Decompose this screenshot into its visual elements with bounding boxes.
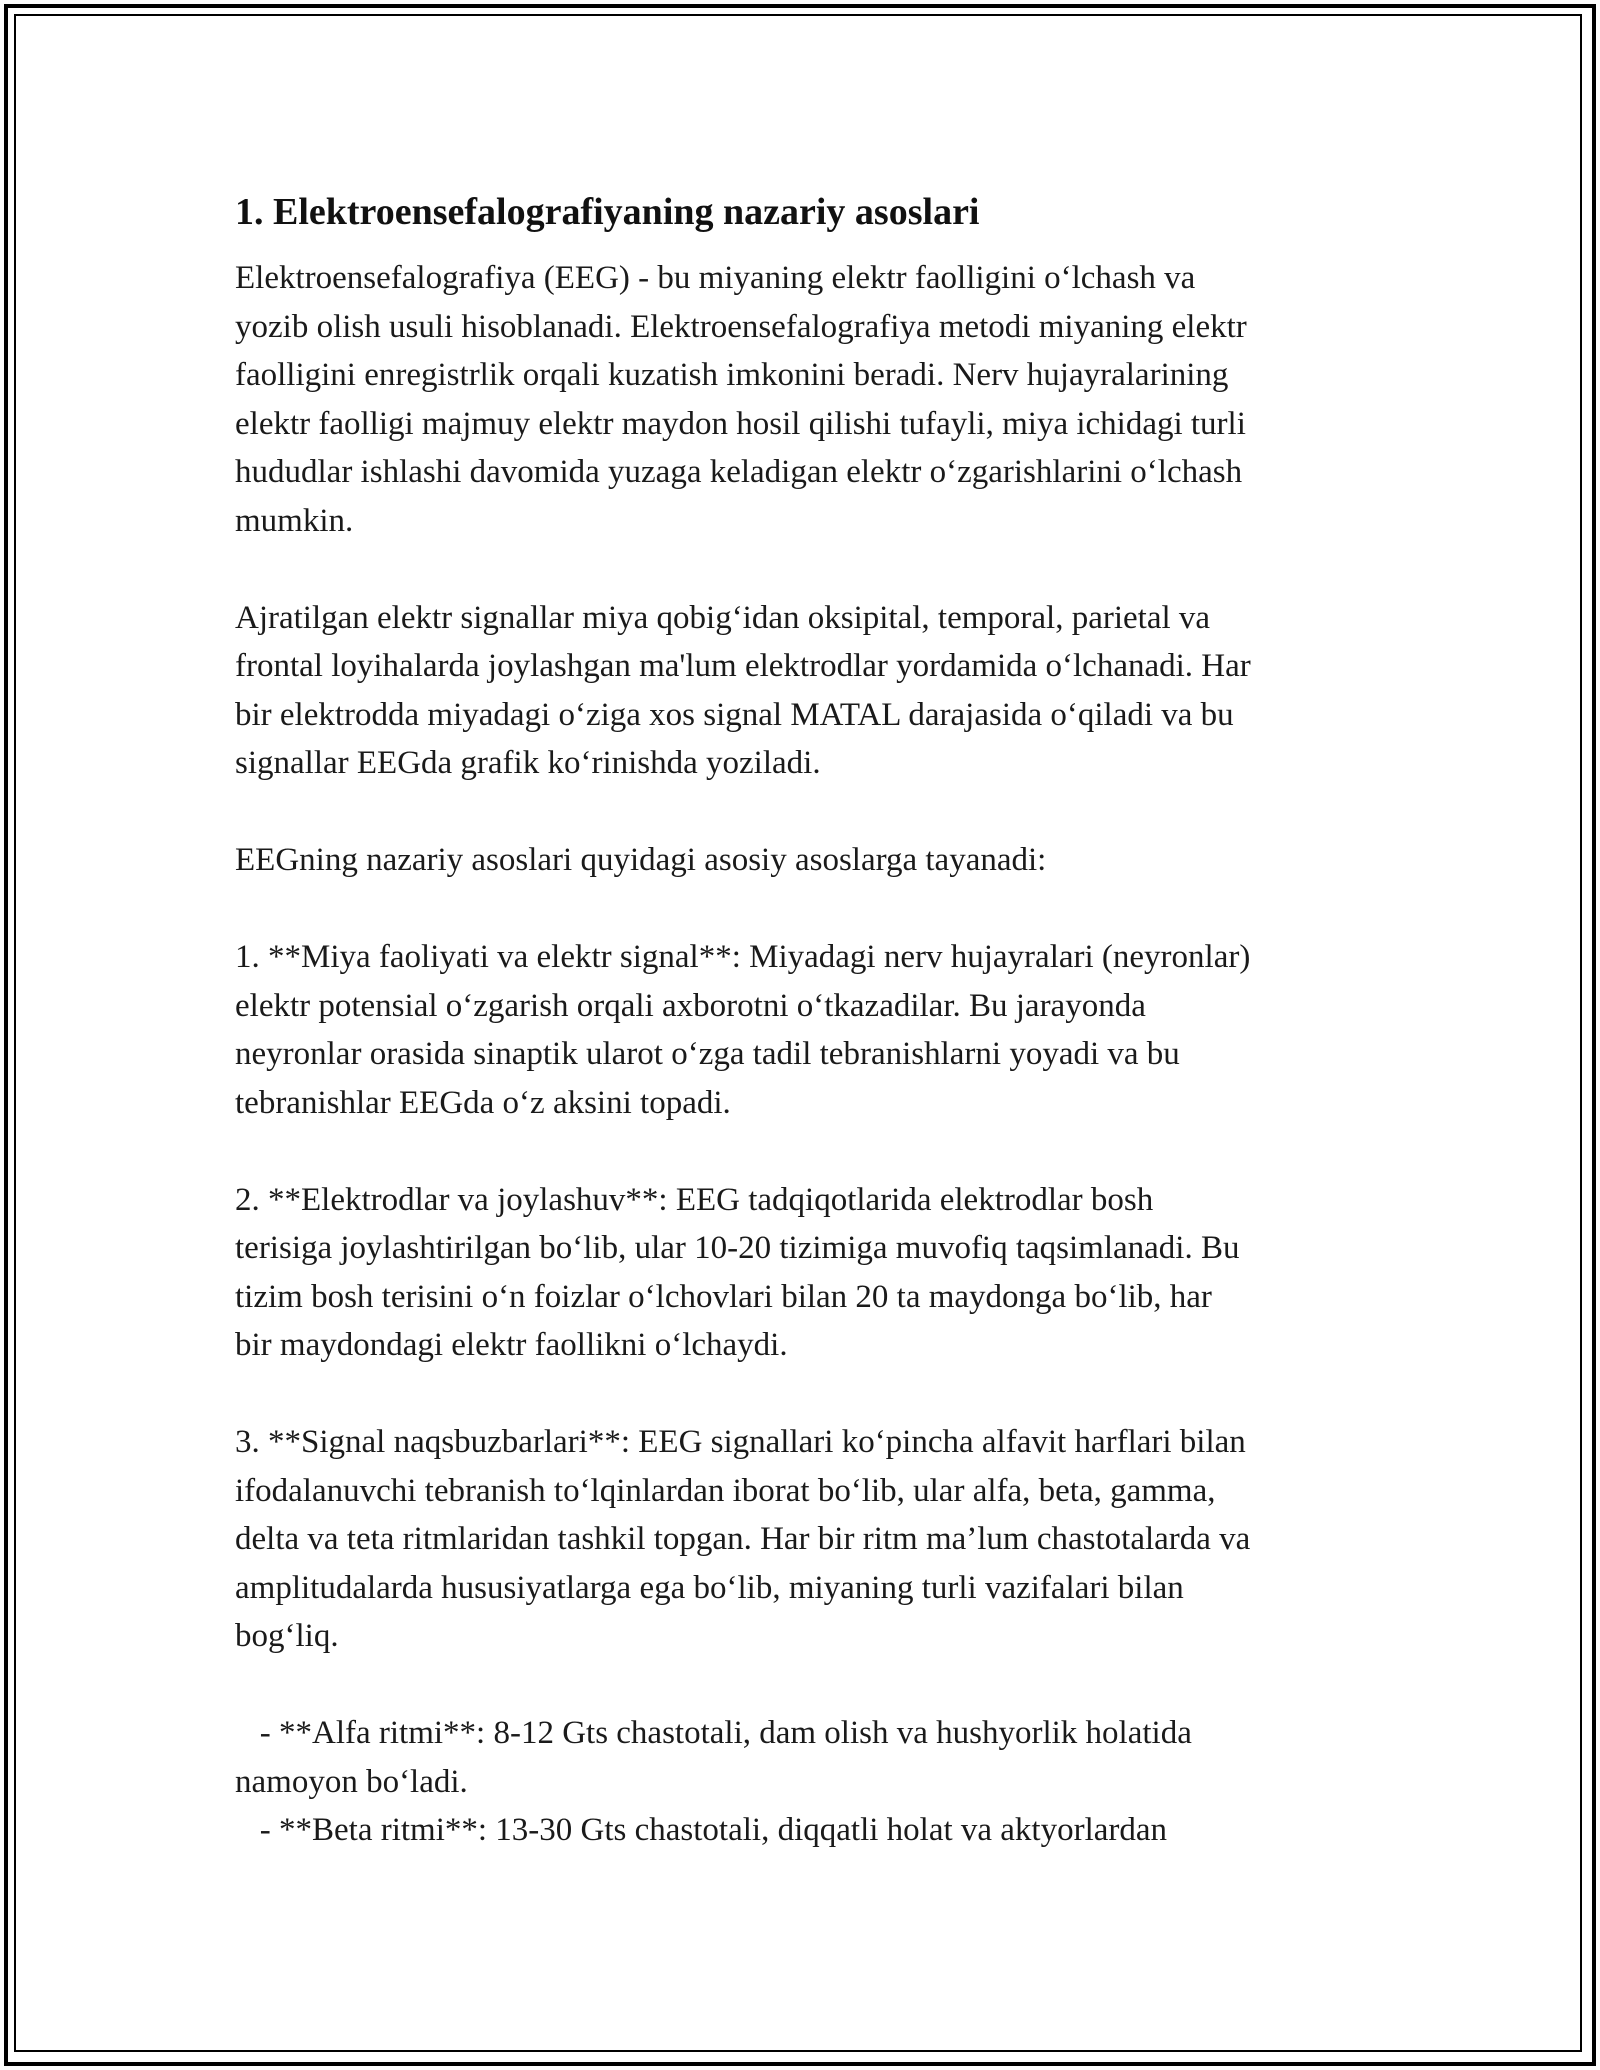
text-line: elektr potensial o‘zgarish orqali axborotni o‘tkazadilar. Bu jarayonda (235, 987, 1146, 1024)
paragraph (235, 254, 1385, 545)
paragraph-gap (235, 545, 1385, 594)
paragraph-gap (235, 788, 1385, 837)
text-line: bir elektrodda miyadagi o‘ziga xos signal MATAL darajasida o‘qiladi va bu (235, 696, 1234, 733)
text-line: signallar EEGda grafik ko‘rinishda yoziladi. (235, 745, 821, 781)
text-line: elektr faolligi majmuy elektr maydon hosil qilishi tufayli, miya ichidagi turli (235, 405, 1246, 442)
paragraph (235, 836, 1385, 885)
text-line: - **Alfa ritmi**: 8-12 Gts chastotali, dam olish va hushyorlik holatida (235, 1715, 1192, 1751)
paragraph-gap (235, 1370, 1385, 1419)
text-line: frontal loyihalarda joylashgan ma'lum elektrodlar yordamida o‘lchanadi. Har (235, 648, 1251, 684)
text-line: namoyon bo‘ladi. (235, 1763, 468, 1800)
paragraph-gap (235, 1661, 1385, 1710)
paragraph (235, 594, 1385, 788)
text-line: neyronlar orasida sinaptik ularot o‘zga tadil tebranishlarni yoyadi va bu (235, 1036, 1180, 1072)
text-line: tizim bosh terisini o‘n foizlar o‘lchovlari bilan 20 ta maydonga bo‘lib, har (235, 1278, 1212, 1315)
text-line: bog‘liq. (235, 1618, 339, 1654)
section-heading: 1. Elektroensefalografiyaning nazariy asoslari (235, 191, 980, 233)
paragraph-gap (235, 885, 1385, 934)
text-line: mumkin. (235, 502, 354, 539)
text-line: - **Beta ritmi**: 13-30 Gts chastotali, diqqatli holat va aktyorlardan (235, 1812, 1168, 1848)
paragraph-gap (235, 1127, 1385, 1176)
text-line: Ajratilgan elektr signallar miya qobig‘idan oksipital, temporal, parietal va (235, 599, 1211, 636)
text-line: terisiga joylashtirilgan bo‘lib, ular 10-20 tizimiga muvofiq taqsimlanadi. Bu (235, 1230, 1240, 1266)
text-line: Elektroensefalografiya (EEG) - bu miyaning elektr faolligini o‘lchash va (235, 260, 1196, 296)
paragraph (235, 933, 1385, 1127)
text-line: 1. **Miya faoliyati va elektr signal**: Miyadagi nerv hujayralari (neyronlar) (235, 939, 1251, 975)
paragraph (235, 1709, 1385, 1855)
document-body (235, 188, 1385, 1855)
text-line: bir maydondagi elektr faollikni o‘lchaydi. (235, 1327, 788, 1363)
text-line: yozib olish usuli hisoblanadi. Elektroensefalografiya metodi miyaning elektr (235, 308, 1247, 345)
text-line: faolligini enregistrlik orqali kuzatish imkonini beradi. Nerv hujayralarining (235, 357, 1229, 393)
text-line: 2. **Elektrodlar va joylashuv**: EEG tadqiqotlarida elektrodlar bosh (235, 1181, 1154, 1218)
text-line: ifodalanuvchi tebranish to‘lqinlardan iborat bo‘lib, ular alfa, beta, gamma, (235, 1472, 1216, 1509)
paragraph (235, 1418, 1385, 1661)
paragraph (235, 1176, 1385, 1370)
text-line: tebranishlar EEGda o‘z aksini topadi. (235, 1084, 731, 1121)
text-line: delta va teta ritmlaridan tashkil topgan. Har bir ritm ma’lum chastotalarda va (235, 1521, 1251, 1557)
text-line: amplitudalarda hususiyatlarga ega bo‘lib, miyaning turli vazifalari bilan (235, 1569, 1184, 1606)
text-line: EEGning nazariy asoslari quyidagi asosiy asoslarga tayanadi: (235, 842, 1047, 878)
text-line: hududlar ishlashi davomida yuzaga keladigan elektr o‘zgarishlarini o‘lchash (235, 454, 1243, 490)
text-line: 3. **Signal naqsbuzbarlari**: EEG signallari ko‘pincha alfavit harflari bilan (235, 1424, 1246, 1460)
paragraph-container (235, 254, 1385, 1855)
